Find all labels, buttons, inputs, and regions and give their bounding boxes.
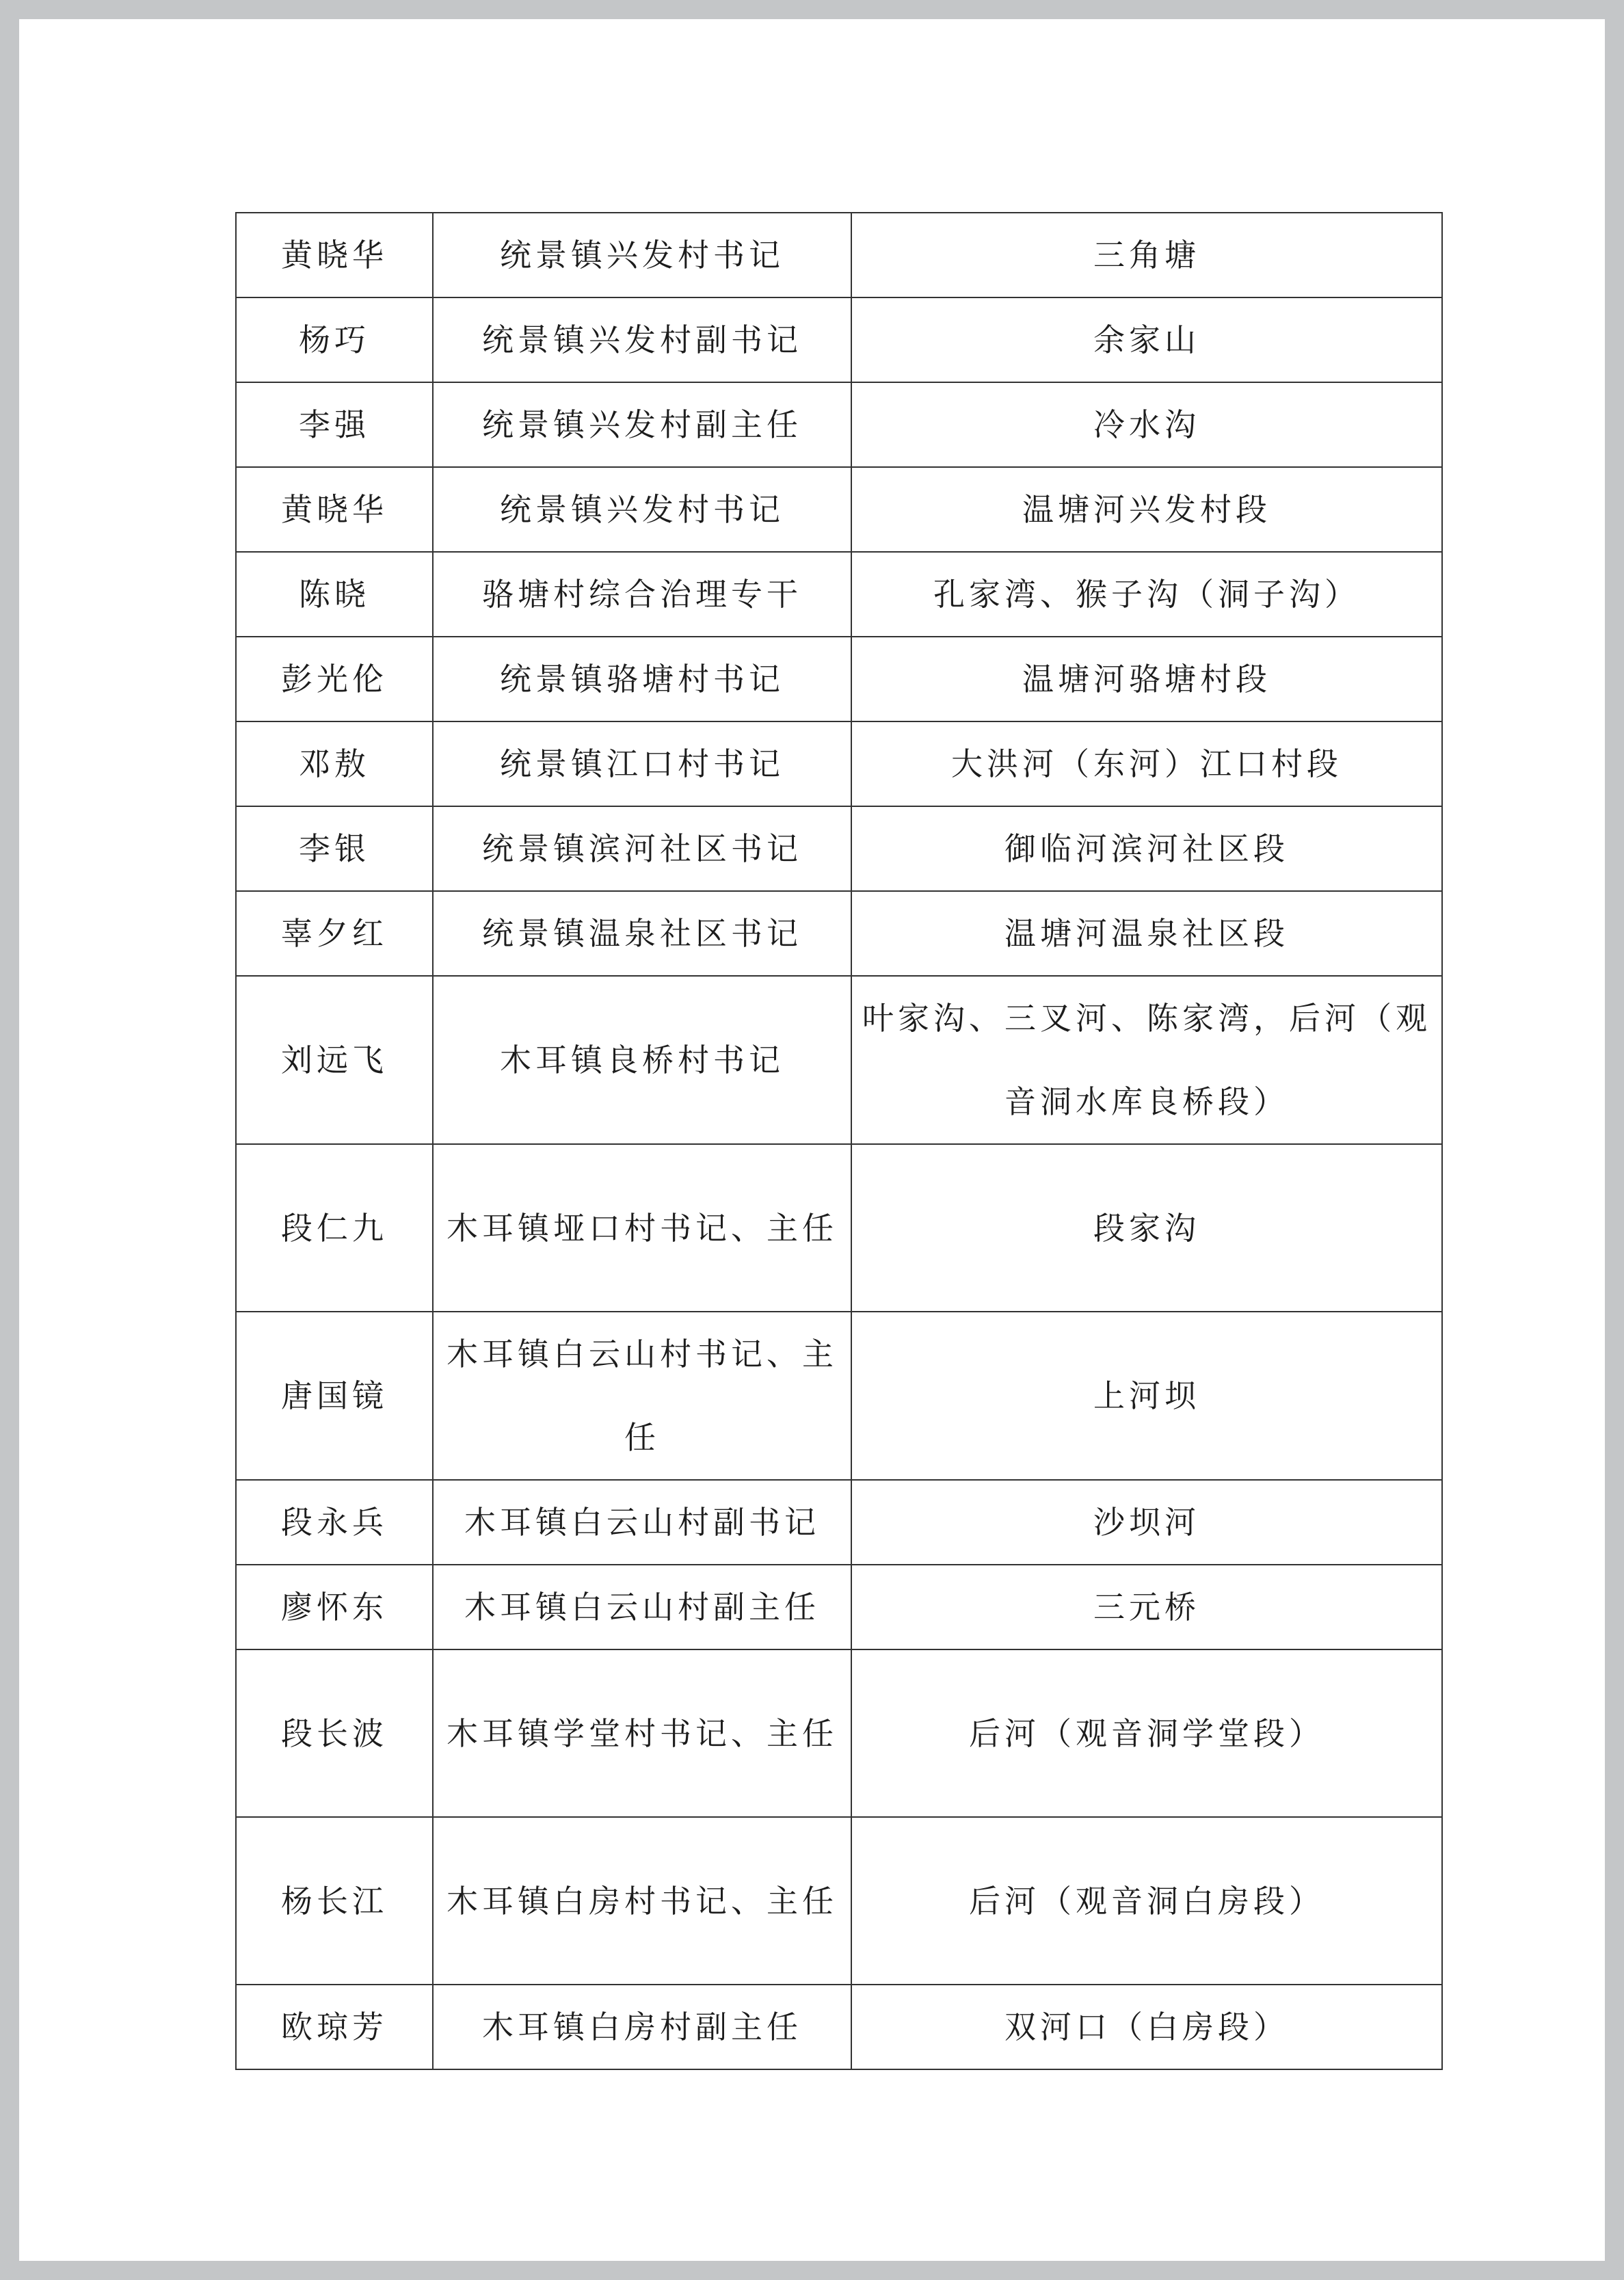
position-cell: 统景镇滨河社区书记 (433, 806, 851, 891)
position-cell: 统景镇兴发村书记 (433, 213, 851, 297)
area-cell: 温塘河骆塘村段 (851, 637, 1442, 721)
name-cell: 李强 (236, 382, 433, 467)
table-row (236, 1985, 1442, 2069)
table-row (236, 1565, 1442, 1649)
area-cell: 后河（观音洞白房段） (851, 1817, 1442, 1985)
name-cell: 李银 (236, 806, 433, 891)
name-cell: 欧琼芳 (236, 1985, 433, 2069)
table-row (236, 1312, 1442, 1480)
area-cell: 沙坝河 (851, 1480, 1442, 1565)
area-cell: 段家沟 (851, 1144, 1442, 1312)
name-cell: 邓敖 (236, 721, 433, 806)
position-cell: 统景镇江口村书记 (433, 721, 851, 806)
document-page (19, 19, 1605, 2261)
table-row (236, 297, 1442, 382)
position-cell: 木耳镇白房村书记、主任 (433, 1817, 851, 1985)
area-cell: 三角塘 (851, 213, 1442, 297)
area-cell: 温塘河温泉社区段 (851, 891, 1442, 976)
position-cell: 木耳镇学堂村书记、主任 (433, 1649, 851, 1817)
position-cell: 木耳镇白云山村副主任 (433, 1565, 851, 1649)
area-cell: 上河坝 (851, 1312, 1442, 1480)
position-cell: 统景镇骆塘村书记 (433, 637, 851, 721)
table-row (236, 467, 1442, 552)
table-row (236, 382, 1442, 467)
name-cell: 唐国镜 (236, 1312, 433, 1480)
area-cell: 后河（观音洞学堂段） (851, 1649, 1442, 1817)
position-cell: 木耳镇白云山村副书记 (433, 1480, 851, 1565)
name-cell: 陈晓 (236, 552, 433, 637)
position-cell: 统景镇兴发村副主任 (433, 382, 851, 467)
area-cell: 三元桥 (851, 1565, 1442, 1649)
table-row (236, 1144, 1442, 1312)
table-row (236, 891, 1442, 976)
name-cell: 廖怀东 (236, 1565, 433, 1649)
area-cell: 余家山 (851, 297, 1442, 382)
position-cell: 木耳镇白云山村书记、主任 (433, 1312, 851, 1480)
table-row (236, 637, 1442, 721)
table-row (236, 806, 1442, 891)
position-cell: 木耳镇白房村副主任 (433, 1985, 851, 2069)
name-cell: 段仁九 (236, 1144, 433, 1312)
name-cell: 黄晓华 (236, 467, 433, 552)
position-cell: 木耳镇良桥村书记 (433, 976, 851, 1144)
position-cell: 统景镇兴发村书记 (433, 467, 851, 552)
name-cell: 段长波 (236, 1649, 433, 1817)
area-cell: 温塘河兴发村段 (851, 467, 1442, 552)
name-cell: 段永兵 (236, 1480, 433, 1565)
area-cell: 叶家沟、三叉河、陈家湾，后河（观音洞水库良桥段） (851, 976, 1442, 1144)
table-row (236, 1480, 1442, 1565)
position-cell: 骆塘村综合治理专干 (433, 552, 851, 637)
name-cell: 杨长江 (236, 1817, 433, 1985)
table-row (236, 552, 1442, 637)
table-row (236, 1817, 1442, 1985)
position-cell: 统景镇兴发村副书记 (433, 297, 851, 382)
table-row (236, 721, 1442, 806)
position-cell: 统景镇温泉社区书记 (433, 891, 851, 976)
name-cell: 辜夕红 (236, 891, 433, 976)
river-chief-table (235, 212, 1443, 2070)
name-cell: 黄晓华 (236, 213, 433, 297)
area-cell: 双河口（白房段） (851, 1985, 1442, 2069)
area-cell: 御临河滨河社区段 (851, 806, 1442, 891)
area-cell: 孔家湾、猴子沟（洞子沟） (851, 552, 1442, 637)
position-cell: 木耳镇垭口村书记、主任 (433, 1144, 851, 1312)
area-cell: 冷水沟 (851, 382, 1442, 467)
area-cell: 大洪河（东河）江口村段 (851, 721, 1442, 806)
name-cell: 杨巧 (236, 297, 433, 382)
table-row (236, 213, 1442, 297)
name-cell: 彭光伦 (236, 637, 433, 721)
name-cell: 刘远飞 (236, 976, 433, 1144)
table-row (236, 1649, 1442, 1817)
table-row (236, 976, 1442, 1144)
